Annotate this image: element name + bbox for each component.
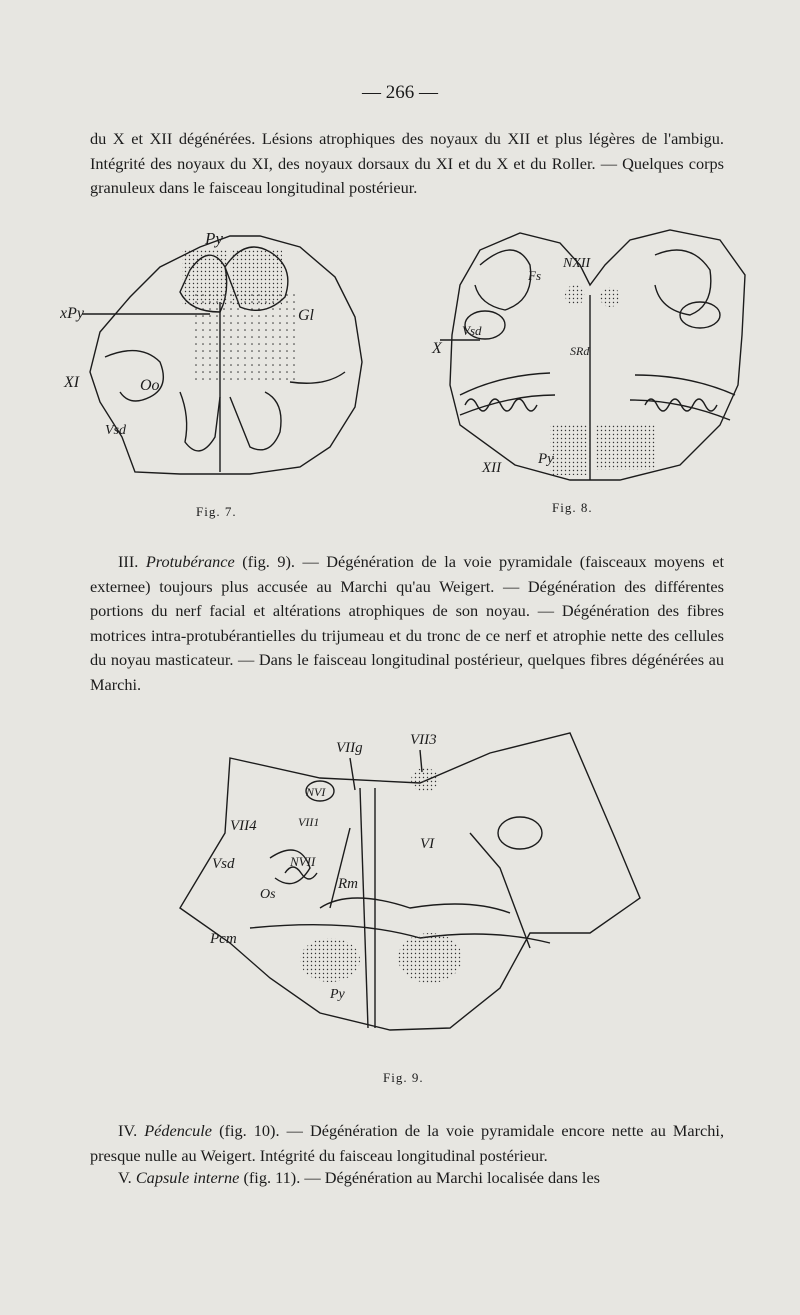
section-iii (90, 550, 724, 697)
page-number: — 266 — (362, 82, 438, 103)
section-iv-ref: (fig. 10). (219, 1121, 280, 1140)
label-srd: SRd (570, 344, 590, 358)
figure-8-caption: Fig. 8. (552, 500, 593, 515)
figure-7 (60, 222, 370, 484)
section-v-heading: V. (118, 1168, 132, 1187)
section-iii-title: Protubérance (145, 552, 235, 571)
label-os: Os (260, 887, 276, 902)
section-iv-heading: IV. (118, 1121, 138, 1140)
label-vsd: Vsd (462, 323, 482, 338)
figure-9 (170, 728, 650, 1053)
label-nvi: NVI (306, 785, 326, 799)
label-xii: XII (482, 460, 502, 476)
label-py: Py (538, 451, 554, 467)
label-x: X (432, 340, 442, 357)
section-v-title: Capsule interne (135, 1168, 240, 1187)
section-iii-heading: III. (118, 552, 139, 571)
section-iii-text: — Dégénération de la voie pyramidale (faisceaux moyens et externee) toujours plus accusée au Marchi qu'au Weigert. — Dégénération des différentes portions du nerf facial et altérations atrophiques de son noyau. — Dégénération des fibres motrices intra-protubérantielles du trijumeau et du tronc de ce nerf et atrophie nette des cellules du noyau masticateur. — Dans le faisceau longitudinal postérieur, quelques fibres dégénérées au Marchi. (90, 552, 725, 694)
label-vii3: VII3 (410, 732, 437, 748)
label-py: Py (205, 229, 223, 248)
label-viig: VIIg (336, 740, 363, 756)
label-xpy: xPy (60, 305, 84, 322)
label-fs: Fs (528, 268, 541, 283)
figure-9-caption: Fig. 9. (383, 1070, 424, 1085)
label-gl: Gl (298, 307, 314, 324)
label-vsd: Vsd (105, 423, 126, 438)
label-xi: XI (64, 374, 80, 391)
figure-8 (420, 225, 760, 493)
label-vii1: VII1 (298, 815, 320, 829)
label-pcm: Pcm (210, 931, 237, 947)
label-vsd: Vsd (212, 856, 235, 872)
paragraph-intro: du X et XII dégénérées. Lésions atrophiques des noyaux du XII et plus légères de l'ambigu. Intégrité des noyaux du XI, des noyaux dorsaux du XI et du X et du Roller. — Quelques corps granuleux dans le faisceau longitudinal postérieur. (90, 129, 724, 197)
section-iv (90, 1119, 724, 1168)
section-iv-text: — Dégénération de la voie pyramidale encore nette au Marchi, presque nulle au Weigert. Intégrité du faisceau longitudinal postérieur. (90, 1121, 725, 1165)
label-nvii: NVII (290, 854, 316, 869)
label-oo: Oo (140, 377, 160, 394)
label-py: Py (330, 987, 345, 1002)
section-v-ref: (fig. 11). (243, 1168, 301, 1187)
label-vii4: VII4 (230, 818, 257, 834)
label-vi: VI (420, 836, 435, 852)
label-rm: Rm (338, 876, 358, 892)
section-v (90, 1166, 724, 1191)
figure-7-caption: Fig. 7. (196, 504, 237, 519)
section-iii-ref: (fig. 9). (242, 552, 295, 571)
section-v-text: — Dégénération au Marchi localisée dans les (304, 1168, 601, 1187)
reticular-dots (190, 292, 300, 382)
section-iv-title: Pédencule (144, 1121, 213, 1140)
label-nxii: NXII (563, 256, 591, 271)
